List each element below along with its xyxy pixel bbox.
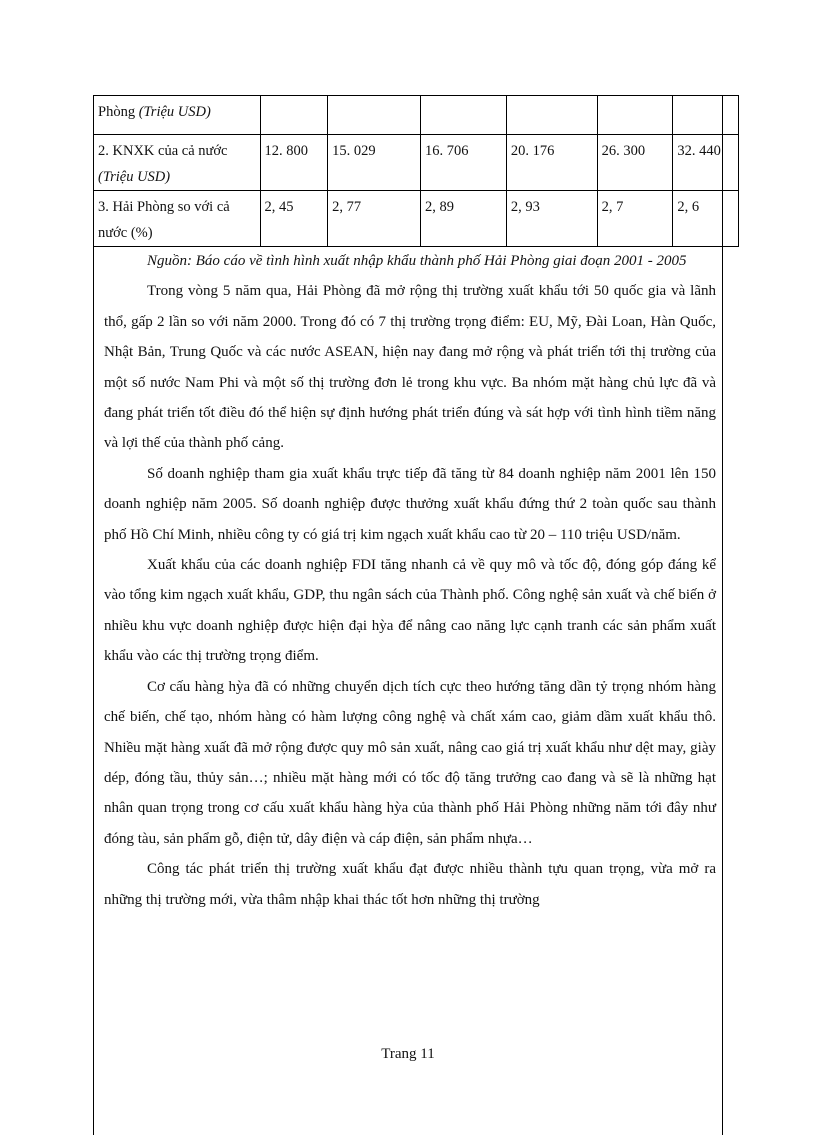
table-cell (673, 96, 739, 135)
table-cell: 12. 800 (260, 135, 328, 191)
source-note: Nguồn: Báo cáo về tình hình xuất nhập khẩu thành phố Hải Phòng giai đoạn 2001 - 2005 (147, 253, 687, 269)
table-cell: 2, 7 (597, 191, 673, 247)
body-text (104, 246, 716, 915)
paragraph: Xuất khẩu của các doanh nghiệp FDI tăng nhanh cả về quy mô và tốc độ, đóng góp đáng kể vào tổng kim ngạch xuất khẩu, GDP, thu ngân sách của Thành phố. Công nghệ sản xuất và chế biến ở nhiều khu vực doanh nghiệp được hiện đại hỳa để nâng cao năng lực cạnh tranh các sản phẩm xuất khẩu vào các thị trường trọng điểm. (104, 557, 716, 665)
table-row (94, 191, 739, 247)
page-number: Trang 11 (381, 1046, 435, 1062)
row-label: Phòng (Triệu USD) (94, 96, 261, 135)
table-cell: 16. 706 (421, 135, 507, 191)
table-cell: 2, 6 (673, 191, 739, 247)
table-cell (328, 96, 421, 135)
table-cell: 2, 45 (260, 191, 328, 247)
table-cell: 32. 440 (673, 135, 739, 191)
paragraph: Cơ cấu hàng hỳa đã có những chuyển dịch tích cực theo hướng tăng dần tỷ trọng nhóm hàng chế biến, chế tạo, nhóm hàng có hàm lượng công nghệ và chất xám cao, giảm dầm xuất khẩu thô. Nhiều mặt hàng xuất đã mở rộng được quy mô sản xuất, nâng cao giá trị xuất khẩu như dệt may, giày dép, đóng tầu, thủy sản…; nhiều mặt hàng mới có tốc độ tăng trưởng cao đang và sẽ là những hạt nhân quan trọng trong cơ cấu xuất khẩu hàng hỳa của thành phố Hải Phòng những năm tới đây như đóng tàu, sản phẩm gỗ, điện tử, dây điện và cáp điện, sản phẩm nhựa… (104, 678, 716, 847)
table-cell: 2, 89 (421, 191, 507, 247)
paragraph: Trong vòng 5 năm qua, Hải Phòng đã mở rộng thị trường xuất khẩu tới 50 quốc gia và lãnh thổ, gấp 2 lần so với năm 2000. Trong đó có 7 thị trường trọng điểm: EU, Mỹ, Đài Loan, Hàn Quốc, Nhật Bản, Trung Quốc và các nước ASEAN, hiện nay đang mở rộng và phát triển tới thị trường của một số nước Nam Phi và một số thị trường đơn lẻ trong khu vực. Ba nhóm mặt hàng chủ lực đã và đang phát triển tốt điều đó thể hiện sự định hướng phát triển đúng và sát hợp với tình hình tiềm năng và lợi thế của thành phố cảng. (104, 283, 716, 452)
table-cell (506, 96, 597, 135)
row-label: 3. Hải Phòng so với cả nước (%) (94, 191, 261, 247)
table-cell (597, 96, 673, 135)
table-cell: 26. 300 (597, 135, 673, 191)
paragraph: Số doanh nghiệp tham gia xuất khẩu trực tiếp đã tăng từ 84 doanh nghiệp năm 2001 lên 150 doanh nghiệp năm 2005. Số doanh nghiệp được thưởng xuất khẩu đứng thứ 2 toàn quốc sau thành phố Hồ Chí Minh, nhiều công ty có giá trị kim ngạch xuất khẩu cao từ 20 – 110 triệu USD/năm. (104, 465, 716, 543)
table-cell: 15. 029 (328, 135, 421, 191)
table-cell: 2, 93 (506, 191, 597, 247)
table-cell: 20. 176 (506, 135, 597, 191)
row-label: 2. KNXK của cả nước (Triệu USD) (94, 135, 261, 191)
export-table (93, 95, 739, 247)
table-row (94, 135, 739, 191)
table-row (94, 96, 739, 135)
table-cell (260, 96, 328, 135)
table-cell (421, 96, 507, 135)
table-cell: 2, 77 (328, 191, 421, 247)
paragraph: Công tác phát triển thị trường xuất khẩu đạt được nhiều thành tựu quan trọng, vừa mở ra những thị trường mới, vừa thâm nhập khai thác tốt hơn những thị trường (104, 861, 716, 908)
